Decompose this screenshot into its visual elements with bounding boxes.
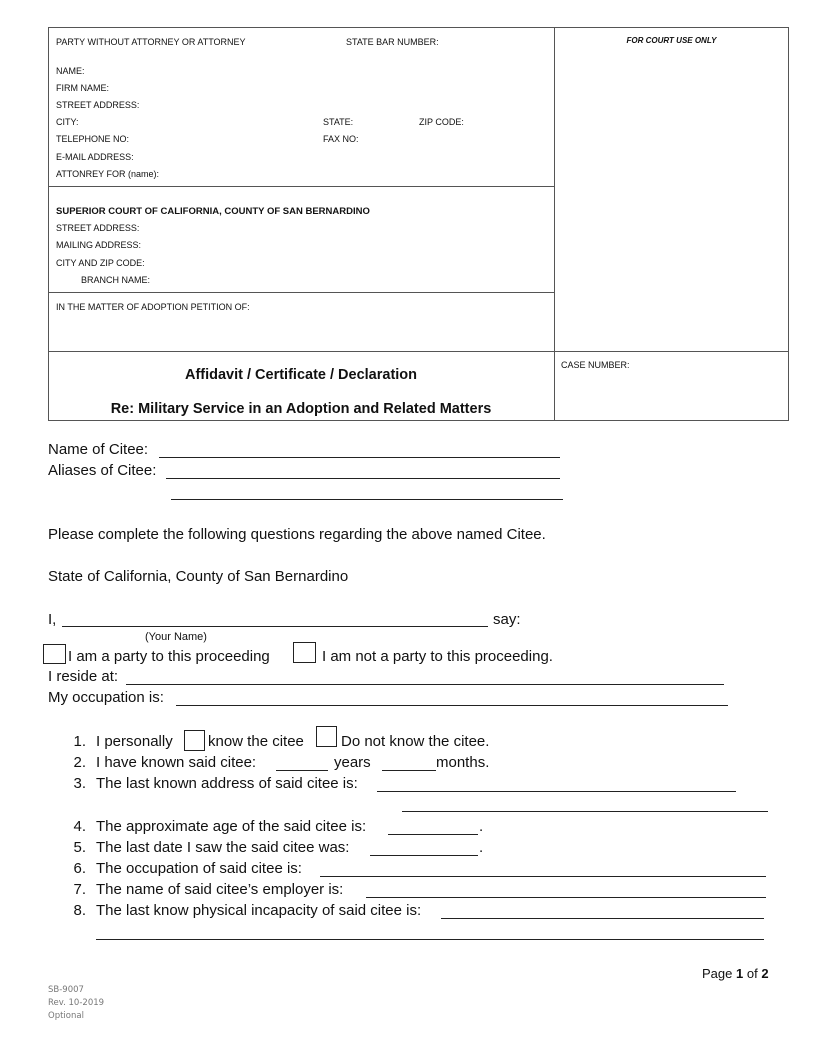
question-3-number: 3. (73, 775, 86, 792)
court-city-zip-label: CITY AND ZIP CODE: (56, 258, 145, 268)
months-field[interactable] (382, 770, 436, 771)
page-total: 2 (761, 966, 769, 981)
state-bar-label: STATE BAR NUMBER: (346, 37, 439, 47)
approx-age-field[interactable] (388, 834, 478, 835)
question-1-number: 1. (73, 733, 86, 750)
declarant-say-label: say: (493, 611, 521, 628)
incapacity-field-2[interactable] (96, 939, 764, 940)
incapacity-field[interactable] (441, 918, 764, 919)
attorney-city-label: CITY: (56, 117, 79, 127)
page-current: 1 (736, 966, 744, 981)
occupation-field[interactable] (176, 705, 728, 706)
caption-divider-court (48, 292, 554, 293)
citee-occupation-field[interactable] (320, 876, 766, 877)
branch-name-label: BRANCH NAME: (81, 275, 151, 285)
attorney-state-label: STATE: (323, 117, 354, 127)
reside-label: I reside at: (48, 668, 119, 685)
question-7-text: The name of said citee’s employer is: (96, 881, 344, 898)
question-6-text: The occupation of said citee is: (96, 860, 302, 877)
question-5-number: 5. (73, 839, 86, 856)
form-subtitle: Re: Military Service in an Adoption and Related Matters (110, 401, 492, 417)
question-2-text: I have known said citee: (96, 754, 257, 771)
question-3-text: The last known address of said citee is: (96, 775, 358, 792)
caption-frame (48, 27, 789, 421)
not-know-citee-label: Do not know the citee. (341, 733, 490, 750)
citee-name-label: Name of Citee: (48, 441, 149, 458)
not-party-checkbox[interactable] (293, 642, 316, 663)
page-number (702, 966, 769, 981)
caption-divider-vertical (554, 27, 555, 421)
question-4-text: The approximate age of the said citee is: (96, 818, 367, 835)
not-party-option-label: I am not a party to this proceeding. (322, 648, 553, 665)
know-citee-checkbox[interactable] (184, 730, 205, 751)
attorney-street-label: STREET ADDRESS: (56, 100, 140, 110)
occupation-label: My occupation is: (48, 689, 164, 706)
months-label: months. (436, 754, 490, 771)
citee-aliases-label: Aliases of Citee: (48, 462, 157, 479)
your-name-caption: (Your Name) (145, 631, 207, 643)
form-status: Optional (48, 1011, 84, 1021)
fax-label: FAX NO: (323, 134, 359, 144)
firm-name-label: FIRM NAME: (56, 83, 109, 93)
reside-field[interactable] (126, 684, 724, 685)
court-use-label: FOR COURT USE ONLY (626, 36, 717, 45)
caption-divider-title (48, 351, 789, 352)
years-label: years (334, 754, 371, 771)
attorney-for-label: ATTONREY FOR (name): (56, 169, 160, 179)
party-checkbox[interactable] (43, 644, 66, 664)
question-4-number: 4. (73, 818, 86, 835)
not-know-citee-checkbox[interactable] (316, 726, 337, 747)
question-7-number: 7. (73, 881, 86, 898)
question-8-number: 8. (73, 902, 86, 919)
court-street-label: STREET ADDRESS: (56, 223, 140, 233)
court-name: SUPERIOR COURT OF CALIFORNIA, COUNTY OF SAN BERNARDINO (56, 206, 370, 217)
years-field[interactable] (276, 770, 328, 771)
last-seen-date-field[interactable] (370, 855, 478, 856)
citee-aliases-field[interactable] (166, 478, 560, 479)
email-label: E-MAIL ADDRESS: (56, 152, 134, 162)
case-number-label: CASE NUMBER: (561, 360, 630, 370)
citee-name-field[interactable] (159, 457, 560, 458)
court-mailing-label: MAILING ADDRESS: (56, 240, 142, 250)
citee-employer-field[interactable] (366, 897, 766, 898)
attorney-name-label: NAME: (56, 66, 85, 76)
know-citee-label: know the citee (208, 733, 304, 750)
question-8-text: The last know physical incapacity of said citee is: (96, 902, 422, 919)
party-attorney-label: PARTY WITHOUT ATTORNEY OR ATTORNEY (56, 37, 246, 47)
state-county-line: State of California, County of San Bernardino (48, 568, 349, 585)
page-of: of (746, 966, 758, 981)
matter-label: IN THE MATTER OF ADOPTION PETITION OF: (56, 302, 250, 312)
question-1-text: I personally (96, 733, 173, 750)
citee-aliases-field-2[interactable] (171, 499, 563, 500)
page-prefix: Page (702, 966, 733, 981)
last-address-field[interactable] (377, 791, 736, 792)
question-6-number: 6. (73, 860, 86, 877)
party-option-label: I am a party to this proceeding (68, 648, 270, 665)
question-5-text: The last date I saw the said citee was: (96, 839, 350, 856)
declarant-name-field[interactable] (62, 626, 488, 627)
instructions-text: Please complete the following questions regarding the above named Citee. (48, 526, 546, 543)
question-4-period: . (479, 818, 484, 835)
form-revision: Rev. 10-2019 (48, 998, 105, 1008)
form-id: SB-9007 (48, 985, 84, 995)
caption-divider-attorney (48, 186, 554, 187)
declarant-i-label: I, (48, 611, 57, 628)
telephone-label: TELEPHONE NO: (56, 134, 130, 144)
form-title: Affidavit / Certificate / Declaration (184, 367, 418, 383)
last-address-field-2[interactable] (402, 811, 768, 812)
attorney-zip-label: ZIP CODE: (419, 117, 464, 127)
question-2-number: 2. (73, 754, 86, 771)
question-5-period: . (479, 839, 484, 856)
